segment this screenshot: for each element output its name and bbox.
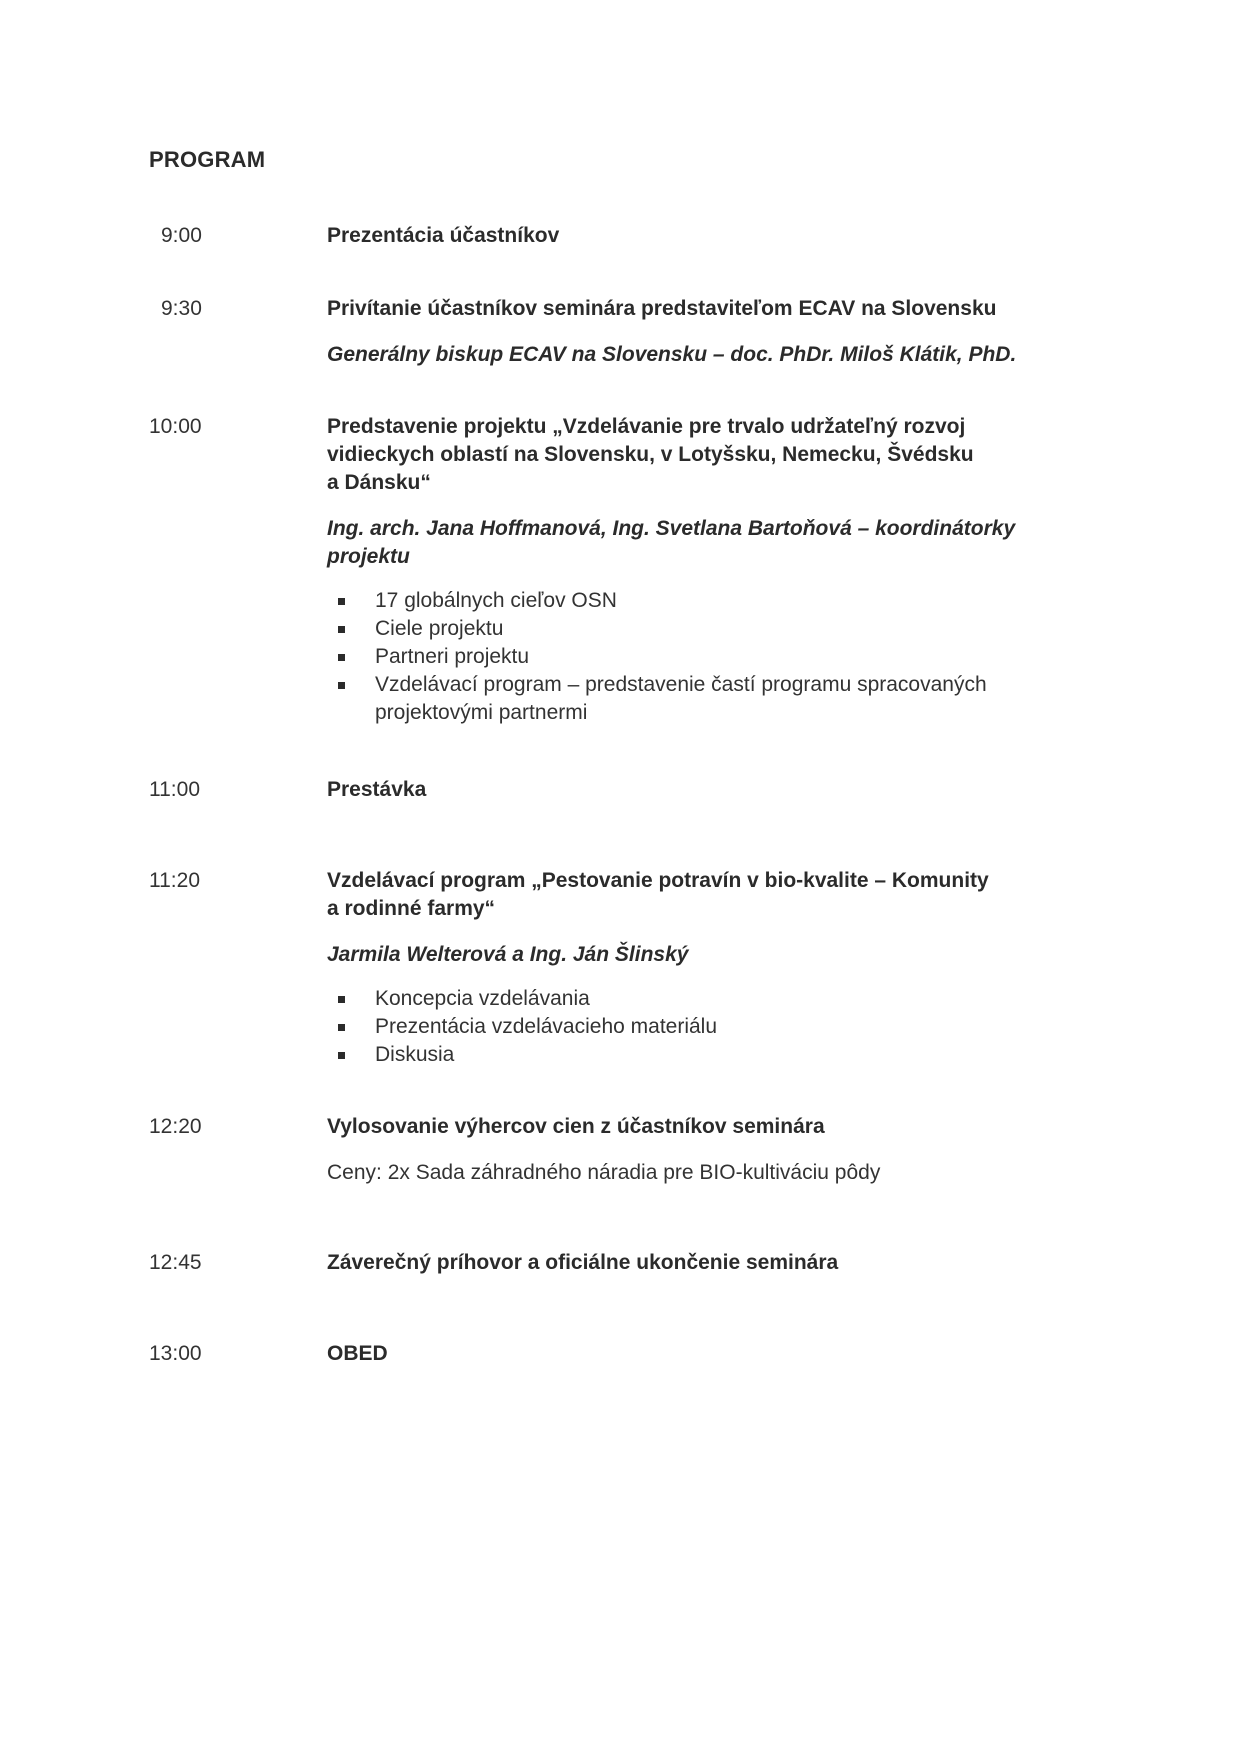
entry-note: Ceny: 2x Sada záhradného náradia pre BIO-kultiváciu pôdy xyxy=(327,1161,881,1184)
entry-time: 11:20 xyxy=(149,869,200,892)
entry-title-line: vidieckych oblastí na Slovensku, v Lotyšsku, Nemecku, Švédsku xyxy=(327,443,974,466)
entry-bullet-list xyxy=(327,985,1107,1069)
page-heading: PROGRAM xyxy=(149,147,266,172)
square-bullet-icon xyxy=(338,598,345,605)
entry-title: Prestávka xyxy=(327,778,427,801)
list-item: Vzdelávací program – predstavenie častí programu spracovaných projektovými partnermi xyxy=(327,671,1107,727)
entry-title: Vylosovanie výhercov cien z účastníkov seminára xyxy=(327,1115,825,1138)
entry-title-line: Vzdelávací program „Pestovanie potravín v bio-kvalite – Komunity xyxy=(327,869,989,892)
entry-content xyxy=(327,222,1107,250)
list-item: 17 globálnych cieľov OSN xyxy=(327,587,1107,615)
list-item: Ciele projektu xyxy=(327,615,1107,643)
entry-time: 12:45 xyxy=(149,1251,202,1274)
entry-speaker: Jarmila Welterová a Ing. Ján Šlinský xyxy=(327,943,689,966)
list-item: Diskusia xyxy=(327,1041,1107,1069)
entry-title-line: a Dánsku“ xyxy=(327,471,431,494)
list-item: Prezentácia vzdelávacieho materiálu xyxy=(327,1013,1107,1041)
entry-time: 10:00 xyxy=(149,415,202,438)
entry-content xyxy=(327,776,1107,804)
entry-time: 11:00 xyxy=(149,778,200,801)
entry-bullet-list xyxy=(327,587,1107,727)
entry-title-line: a rodinné farmy“ xyxy=(327,897,496,920)
list-item: Partneri projektu xyxy=(327,643,1107,671)
entry-content xyxy=(327,1113,1107,1187)
entry-content xyxy=(327,867,1107,1069)
square-bullet-icon xyxy=(338,626,345,633)
entry-time: 9:30 xyxy=(161,297,202,320)
entry-content xyxy=(327,1249,1107,1277)
square-bullet-icon xyxy=(338,682,345,689)
square-bullet-icon xyxy=(338,996,345,1003)
entry-title-line: Predstavenie projektu „Vzdelávanie pre trvalo udržateľný rozvoj xyxy=(327,415,966,438)
square-bullet-icon xyxy=(338,1024,345,1031)
entry-title xyxy=(327,413,1107,497)
square-bullet-icon xyxy=(338,654,345,661)
entry-title: Záverečný príhovor a oficiálne ukončenie seminára xyxy=(327,1251,839,1274)
entry-speaker: Generálny biskup ECAV na Slovensku – doc. PhDr. Miloš Klátik, PhD. xyxy=(327,343,1017,366)
entry-speaker-line: Ing. arch. Jana Hoffmanová, Ing. Svetlana Bartoňová – koordinátorky xyxy=(327,517,1016,540)
entry-time: 9:00 xyxy=(161,224,202,247)
square-bullet-icon xyxy=(338,1052,345,1059)
entry-time: 13:00 xyxy=(149,1342,202,1365)
entry-title: Privítanie účastníkov seminára predstaviteľom ECAV na Slovensku xyxy=(327,297,997,320)
list-item: Koncepcia vzdelávania xyxy=(327,985,1107,1013)
entry-content xyxy=(327,413,1107,727)
entry-time: 12:20 xyxy=(149,1115,202,1138)
entry-title xyxy=(327,867,1107,923)
entry-title: OBED xyxy=(327,1342,388,1365)
entry-content xyxy=(327,1340,1107,1368)
entry-title: Prezentácia účastníkov xyxy=(327,224,560,247)
entry-speaker-line: projektu xyxy=(327,545,410,568)
entry-content xyxy=(327,295,1107,369)
entry-speaker xyxy=(327,515,1107,571)
